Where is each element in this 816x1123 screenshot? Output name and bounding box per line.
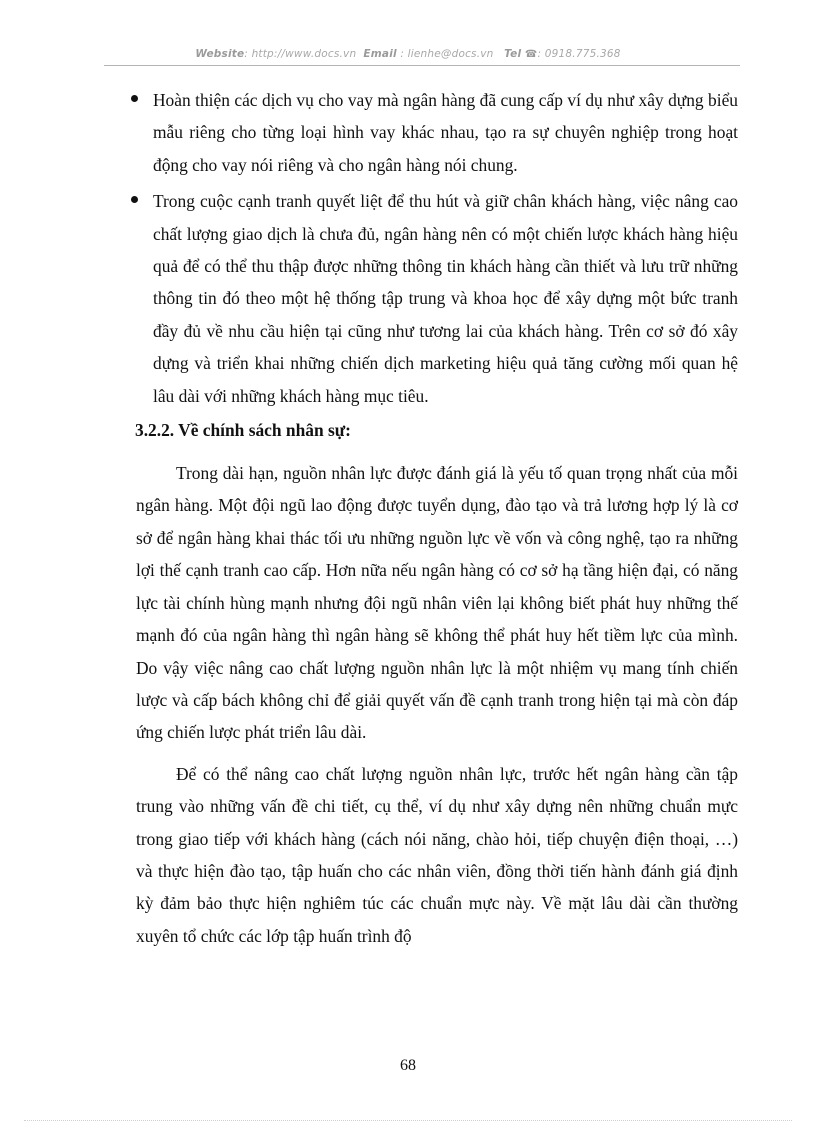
bullet-item	[136, 185, 738, 412]
footer-divider	[24, 1120, 792, 1121]
page-body	[136, 84, 738, 961]
bullet-item	[136, 84, 738, 181]
tel-number: : 0918.775.368	[537, 48, 621, 60]
body-paragraph: Trong dài hạn, nguồn nhân lực được đánh giá là yếu tố quan trọng nhất của mỗi ngân hàng. Một đội ngũ lao động được tuyển dụng, đào tạo và trả lương hợp lý là cơ sở để ngân hàng khai thác tối ưu những nguồn lực về vốn và công nghệ, tạo ra những lợi thế cạnh tranh cao cấp. Hơn nữa nếu ngân hàng có cơ sở hạ tầng hiện đại, có năng lực tài chính hùng mạnh nhưng đội ngũ nhân viên lại không biết phát huy những thế mạnh đó của ngân hàng thì ngân hàng sẽ không thể phát huy hết tiềm lực của mình. Do vậy việc nâng cao chất lượng nguồn nhân lực là một nhiệm vụ mang tính chiến lược và cấp bách không chỉ để giải quyết vấn đề cạnh tranh trong hiện tại mà còn đáp ứng chiến lược phát triển lâu dài.	[136, 463, 738, 743]
email-label: Email	[363, 48, 397, 60]
page-number: 68	[400, 1057, 416, 1074]
bullet-text: Hoàn thiện các dịch vụ cho vay mà ngân hàng đã cung cấp ví dụ như xây dựng biểu mẫu riêng cho từng loại hình vay khác nhau, tạo ra sự chuyên nghiệp trong hoạt động cho vay nói riêng và cho ngân hàng nói chung.	[153, 90, 738, 175]
email-address[interactable]: : lienhe@docs.vn	[396, 48, 494, 60]
bullet-text: Trong cuộc cạnh tranh quyết liệt để thu hút và giữ chân khách hàng, việc nâng cao chất lượng giao dịch là chưa đủ, ngân hàng nên có một chiến lược khách hàng hiệu quả để có thể thu thập được những thông tin khách hàng cần thiết và lưu trữ những thông tin đó theo một hệ thống tập trung và khoa học để xây dựng một bức tranh đầy đủ về nhu cầu hiện tại cũng như tương lai của khách hàng. Trên cơ sở đó xây dựng và triển khai những chiến dịch marketing hiệu quả tăng cường mối quan hệ lâu dài với những khách hàng mục tiêu.	[153, 191, 738, 406]
tel-label: Tel	[504, 48, 522, 60]
website-label: Website	[195, 48, 245, 60]
body-paragraph: Để có thể nâng cao chất lượng nguồn nhân lực, trước hết ngân hàng cần tập trung vào những vấn đề chi tiết, cụ thể, ví dụ như xây dựng nên những chuẩn mực trong giao tiếp với khách hàng (cách nói năng, chào hỏi, tiếp chuyện điện thoại, …) và thực hiện đào tạo, tập huấn cho các nhân viên, đồng thời tiến hành đánh giá định kỳ đảm bảo thực hiện nghiêm túc các chuẩn mực này. Về mặt lâu dài cần thường xuyên tổ chức các lớp tập huấn trình độ	[136, 763, 738, 946]
header-divider	[104, 65, 740, 66]
section-heading: 3.2.2. Về chính sách nhân sự:	[135, 420, 351, 441]
phone-icon: ☎	[524, 49, 538, 60]
bullet-icon	[131, 196, 138, 203]
bullet-list	[136, 84, 738, 412]
website-url[interactable]: : http://www.docs.vn	[244, 48, 357, 60]
page-header	[0, 48, 816, 60]
bullet-icon	[131, 95, 138, 102]
